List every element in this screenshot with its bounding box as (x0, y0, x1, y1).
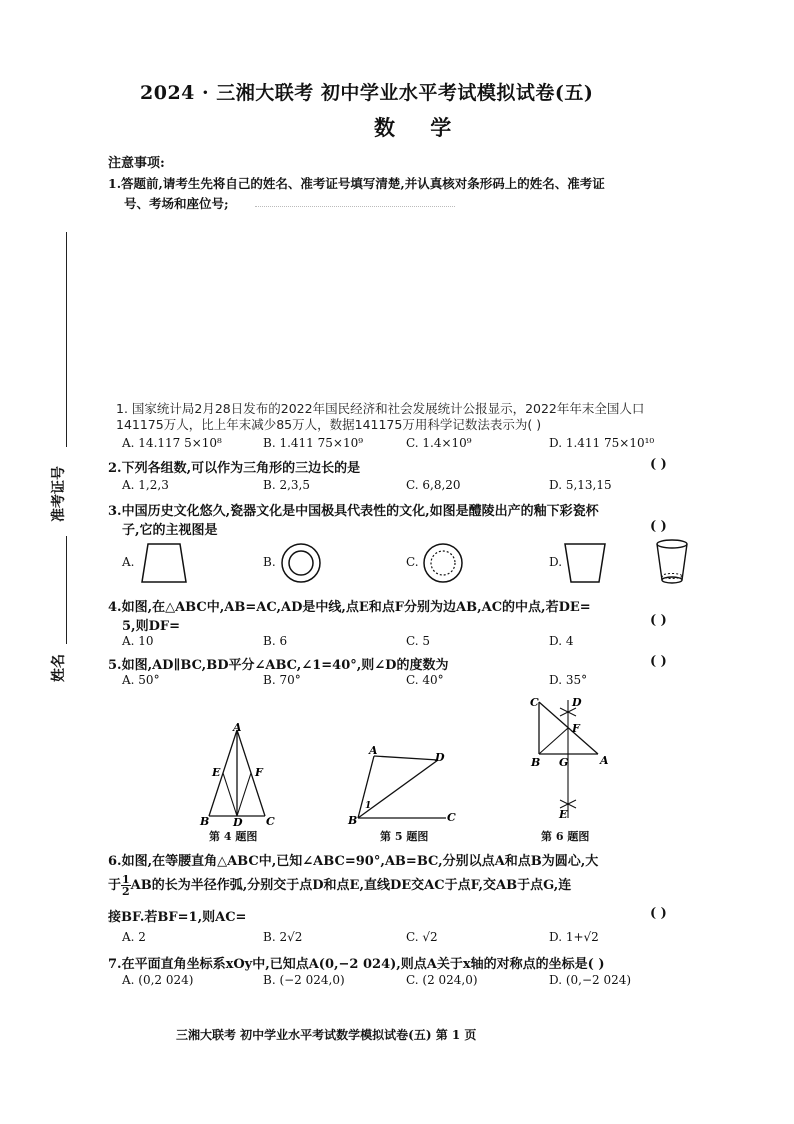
fig5-label-1: 1 (365, 801, 372, 811)
fig4-label-d: D (233, 816, 243, 828)
q4-option-c: C. 5 (406, 634, 431, 648)
q4-line2: 5,则DF= (122, 619, 180, 634)
q5-option-d: D. 35° (549, 673, 588, 687)
q3-option-b-label: B. (263, 555, 276, 569)
fraction-one-half: $\frac{1}{2}$ (122, 873, 130, 898)
dashed-circle-figure (420, 540, 466, 586)
double-circle-figure (278, 540, 324, 586)
q1-option-a: A. 14.117 5×10⁸ (122, 436, 222, 450)
fig6-label-e: E (559, 808, 568, 821)
name-line (66, 536, 67, 644)
fig5-label-d: D (435, 751, 445, 764)
q6-answer-paren: ( ) (650, 906, 667, 921)
subject-title: 数 学 (374, 115, 466, 140)
q6-line3: 接BF.若BF=1,则AC= (108, 910, 247, 925)
q5-option-b: B. 70° (263, 673, 301, 687)
fig4-label-a: A (233, 722, 242, 734)
q5-option-a: A. 50° (122, 673, 160, 687)
q1-option-d: D. 1.411 75×10¹⁰ (549, 436, 655, 450)
exam-title: 2024 · 三湘大联考 初中学业水平考试模拟试卷(五) (140, 82, 594, 104)
q2-option-b: B. 2,3,5 (263, 478, 310, 492)
fig4-label-f: F (255, 766, 263, 779)
notes-item1-line2: 号、考场和座位号; (124, 196, 229, 211)
q3-line2: 子,它的主视图是 (122, 523, 218, 538)
q3-answer-paren: ( ) (650, 519, 667, 534)
q2-answer-paren: ( ) (650, 457, 667, 472)
notes-heading: 注意事项: (108, 156, 165, 171)
inverted-trapezoid-figure (562, 540, 608, 586)
fig6-label-f: F (572, 722, 580, 735)
q3-option-c-label: C. (406, 555, 419, 569)
q6-option-b: B. 2√2 (263, 930, 303, 944)
fig5-label-b: B (348, 814, 358, 827)
cup-figure (652, 536, 692, 588)
q3-option-d-label: D. (549, 555, 563, 569)
q7-option-c: C. (2 024,0) (406, 973, 478, 987)
q5-option-c: C. 40° (406, 673, 444, 687)
fig6-label-a: A (600, 754, 609, 767)
q6-line2 (108, 874, 571, 897)
q4-answer-paren: ( ) (650, 613, 667, 628)
notes-item1-line1: 1.答题前,请考生先将自己的姓名、准考证号填写清楚,并认真核对条形码上的姓名、准考证 (108, 176, 605, 191)
figure-4-caption: 第 4 题图 (209, 830, 258, 843)
q6-line1: 6.如图,在等腰直角△ABC中,已知∠ABC=90°,AB=BC,分别以点A和点B为圆心,大 (108, 854, 599, 869)
q6-line2-pre: 于 (108, 878, 122, 893)
figure-5-caption: 第 5 题图 (380, 830, 429, 843)
q4-option-a: A. 10 (122, 634, 154, 648)
fig6-label-d: D (572, 696, 582, 709)
q2-text: 2.下列各组数,可以作为三角形的三边长的是 (108, 461, 361, 476)
fig4-label-e: E (212, 766, 221, 779)
page-footer: 三湘大联考 初中学业水平考试数学模拟试卷(五) 第 1 页 (176, 1028, 477, 1042)
q4-option-d: D. 4 (549, 634, 574, 648)
q1-option-b: B. 1.411 75×10⁹ (263, 436, 364, 450)
q2-option-c: C. 6,8,20 (406, 478, 461, 492)
q6-option-a: A. 2 (122, 930, 146, 944)
fig5-label-a: A (369, 744, 378, 757)
q5-text: 5.如图,AD∥BC,BD平分∠ABC,∠1=40°,则∠D的度数为 (108, 658, 449, 673)
figure-5-trapezoid (342, 744, 464, 830)
exam-id-label: 准考证号 (51, 466, 67, 522)
q7-option-d: D. (0,−2 024) (549, 973, 632, 987)
q1-line2: 141175万人，比上年末减少85万人，数据141175万用科学记数法表示为( ) (116, 417, 542, 432)
q1-line1: 1. 国家统计局2月28日发布的2022年国民经济和社会发展统计公报显示，2022年年末全国人口 (116, 401, 645, 416)
q4-option-b: B. 6 (263, 634, 288, 648)
q3-line1: 3.中国历史文化悠久,瓷器文化是中国极具代表性的文化,如图是醴陵出产的釉下彩瓷杯 (108, 504, 599, 519)
q4-line1: 4.如图,在△ABC中,AB=AC,AD是中线,点E和点F分别为边AB,AC的中点,若DE= (108, 600, 591, 615)
trapezoid-view-figure (138, 540, 190, 586)
q7-option-a: A. (0,2 024) (122, 973, 194, 987)
q6-option-d: D. 1+√2 (549, 930, 599, 944)
q1-option-c: C. 1.4×10⁹ (406, 436, 472, 450)
q2-option-d: D. 5,13,15 (549, 478, 612, 492)
q3-option-a-label: A. (122, 555, 135, 569)
fig4-label-c: C (266, 815, 275, 828)
fig4-label-b: B (200, 815, 210, 828)
q6-line2-post: AB的长为半径作弧,分别交于点D和点E,直线DE交AC于点F,交AB于点G,连 (130, 878, 572, 893)
figure-6-construction (526, 692, 616, 828)
figure-4-triangle (195, 722, 285, 828)
q2-option-a: A. 1,2,3 (122, 478, 169, 492)
blank-area (255, 206, 455, 207)
fig6-label-g: G (559, 756, 569, 769)
exam-id-line (66, 232, 67, 447)
fig6-label-b: B (531, 756, 541, 769)
name-label: 姓名 (51, 654, 67, 682)
q5-answer-paren: ( ) (650, 654, 667, 669)
q7-option-b: B. (−2 024,0) (263, 973, 345, 987)
q6-option-c: C. √2 (406, 930, 438, 944)
fig6-label-c: C (530, 696, 539, 709)
q7-text: 7.在平面直角坐标系xOy中,已知点A(0,−2 024),则点A关于x轴的对称点的坐标是( ) (108, 957, 605, 972)
fig5-label-c: C (447, 811, 456, 824)
figure-6-caption: 第 6 题图 (541, 830, 590, 843)
